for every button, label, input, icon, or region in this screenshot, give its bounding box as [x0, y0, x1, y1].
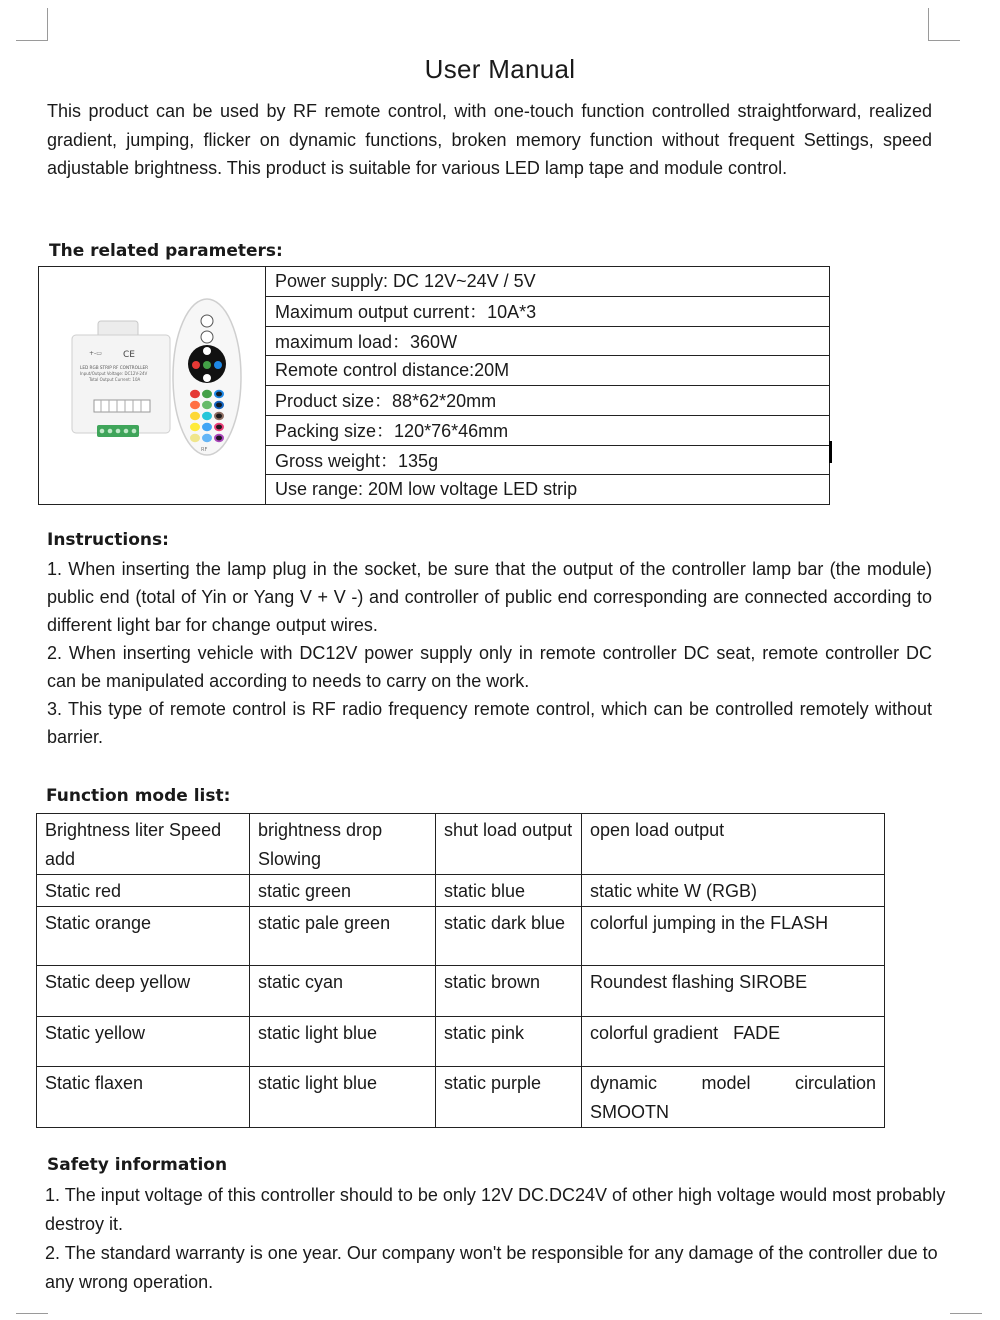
parameters-heading: The related parameters:: [49, 241, 283, 261]
mode-cell: Roundest flashing SIROBE: [582, 966, 885, 1017]
instructions-heading: Instructions:: [47, 530, 169, 550]
instruction-item: 1. When inserting the lamp plug in the socket, be sure that the output of the controller lamp bar (the module) public end (total of Yin or Yang V + V -) and controller of public end corresponding are connected according to different light bar for change output wires.: [47, 559, 932, 635]
controller-box-icon: [72, 321, 170, 437]
instruction-item: 2. When inserting vehicle with DC12V power supply only in remote controller DC seat, remote controller DC can be manipulated according to needs to carry on the work.: [47, 643, 932, 691]
mode-cell: Static red: [37, 875, 250, 907]
safety-item: 2. The standard warranty is one year. Our company won't be responsible for any damage of the controller due to any wrong operation.: [45, 1243, 938, 1292]
function-mode-table: [36, 813, 885, 1128]
mode-cell: static green: [250, 875, 436, 907]
crop-mark-bottom-left-h: [16, 1313, 48, 1314]
mode-cell: Static flaxen: [37, 1067, 250, 1128]
controller-label-line3: Total Output Current: 10A: [89, 377, 141, 382]
remote-key-dot: [216, 392, 222, 397]
mode-cell: static white W (RGB): [582, 875, 885, 907]
product-image: [39, 267, 265, 499]
safety-heading: Safety information: [47, 1155, 228, 1175]
remote-key-dot: [216, 436, 222, 441]
controller-label-line1: LED RGB STRIP RF CONTROLLER: [80, 365, 149, 370]
rf-label: RF: [201, 447, 208, 453]
mode-cell: static dark blue: [436, 907, 582, 966]
mode-cell: static light blue: [250, 1067, 436, 1128]
instructions-list: [47, 555, 932, 751]
mode-cell: brightness drop Slowing: [250, 814, 436, 875]
mode-cell: colorful gradient FADE: [582, 1017, 885, 1067]
remote-key-dot: [216, 403, 222, 408]
crop-mark-top-right-v: [928, 8, 929, 40]
mode-cell: dynamic model circulation SMOOTN: [582, 1067, 885, 1128]
param-row: maximum load：360W: [266, 326, 830, 356]
mode-cell: static purple: [436, 1067, 582, 1128]
safety-item: 1. The input voltage of this controller should to be only 12V DC.DC24V of other high voltage would most probably destroy it.: [45, 1185, 946, 1234]
mode-cell: open load output: [582, 814, 885, 875]
page-title: User Manual: [424, 54, 576, 84]
crop-mark-top-left-v: [47, 8, 48, 40]
param-row: Maximum output current：10A*3: [266, 296, 830, 326]
rf-remote-icon: [173, 299, 241, 455]
controller-label-line2: Input/Output Voltage: DC12V-24V: [80, 371, 148, 376]
mode-cell: static brown: [436, 966, 582, 1017]
mode-cell: static pink: [436, 1017, 582, 1067]
mode-cell: colorful jumping in the FLASH: [582, 907, 885, 966]
param-row: Packing size：120*76*46mm: [266, 415, 830, 445]
mode-cell: static pale green: [250, 907, 436, 966]
product-image-cell: [39, 267, 266, 505]
mode-cell: Static deep yellow: [37, 966, 250, 1017]
parameters-table: [38, 266, 830, 505]
mode-cell: static cyan: [250, 966, 436, 1017]
table-edge-mark: [829, 441, 832, 463]
param-row: Gross weight：135g: [266, 445, 830, 475]
mode-cell: shut load output: [436, 814, 582, 875]
mode-cell: Static orange: [37, 907, 250, 966]
param-row: Use range: 20M low voltage LED strip: [266, 475, 830, 505]
svg-text:+-▭: +-▭: [89, 350, 102, 357]
crop-mark-top-left-h: [16, 40, 48, 41]
crop-mark-bottom-right-h: [950, 1313, 982, 1314]
safety-list: [45, 1181, 957, 1297]
remote-key-dot: [216, 425, 222, 430]
intro-paragraph: This product can be used by RF remote control, with one-touch function controlled straightforward, realized gradient, jumping, flicker on dynamic functions, broken memory function without frequent Settings, speed adjustable brightness. This product is suitable for various LED lamp tape and module control.: [47, 101, 932, 178]
mode-cell: static light blue: [250, 1017, 436, 1067]
ce-mark: CE: [123, 350, 135, 360]
param-row: Power supply: DC 12V~24V / 5V: [266, 267, 830, 297]
param-row: Remote control distance:20M: [266, 356, 830, 386]
crop-mark-top-right-h: [928, 40, 960, 41]
function-mode-heading: Function mode list:: [46, 786, 231, 806]
instruction-item: 3. This type of remote control is RF radio frequency remote control, which can be controlled remotely without barrier.: [47, 699, 932, 747]
remote-key-dot: [216, 414, 222, 419]
mode-cell: Static yellow: [37, 1017, 250, 1067]
mode-cell: static blue: [436, 875, 582, 907]
mode-cell: Brightness liter Speed add: [37, 814, 250, 875]
param-row: Product size：88*62*20mm: [266, 386, 830, 416]
